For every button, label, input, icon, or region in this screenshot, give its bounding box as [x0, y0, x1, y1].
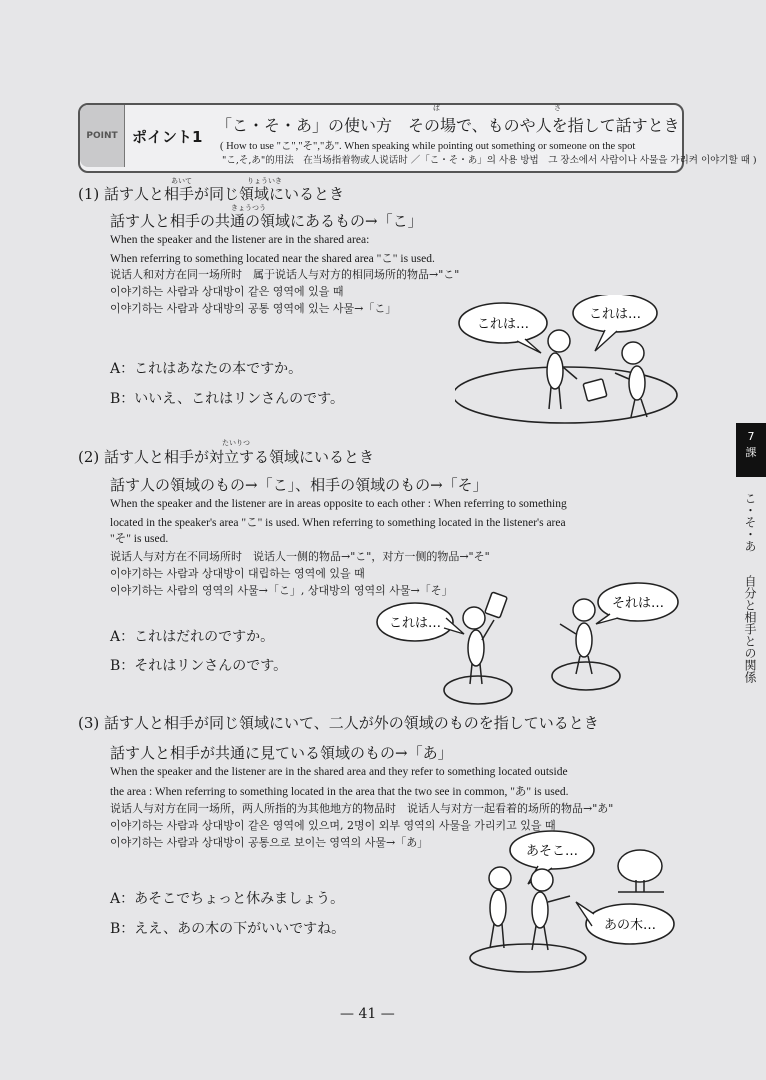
- s1-chinese: 说话人和对方在同一场所时 属于说话人与对方的相同场所的物品→"こ": [110, 268, 460, 281]
- s3-chinese: 说话人与对方在同一场所，两人所指的为其他地方的物品时 说话人与对方一起看着的场所的物品→"あ": [110, 802, 614, 815]
- s1-english-1: When the speaker and the listener are in the shared area:: [110, 234, 370, 246]
- s3-heading: (3) 話す人と相手が同じ領域にいて、二人が外の領域のものを指しているとき: [78, 714, 599, 732]
- s1-bubble-1: これは…: [476, 317, 530, 332]
- s3-english-2: the area : When referring to something located in the area that the two see in common, "あ" is used.: [110, 786, 569, 798]
- s3-dialogue-b: B：ええ、あの木の下がいいですね。: [110, 921, 346, 937]
- s1-heading: (1) 話す人と相手が同じ領域にいるとき: [78, 185, 345, 203]
- s2-dialogue-b: B：それはリンさんのです。: [110, 658, 288, 674]
- chapter-tab-kanji: 課: [745, 446, 757, 459]
- point-furigana-sa: さ: [554, 104, 561, 112]
- s1-furigana-aite: あいて: [171, 177, 192, 185]
- s1-korean-1: 이야기하는 사람과 상대방이 같은 영역에 있을 때: [110, 285, 344, 298]
- s1-furigana-ryouiki: りょういき: [247, 177, 282, 185]
- s3-subheading: 話す人と相手が共通に見ている領域のもの→「あ」: [110, 744, 453, 762]
- s2-english-3: "そ" is used.: [110, 533, 169, 545]
- point-zh-ko: "こ,そ,あ"的用法 在当场指着物或人说话时 ／「こ・そ・あ」의 사용 방법 그 장소에서 사람이나 사물을 가리켜 이야기할 때 ): [222, 155, 757, 166]
- point-label: ポイント1: [132, 128, 203, 146]
- s1-korean-2: 이야기하는 사람과 상대방의 공통 영역에 있는 사물→「こ」: [110, 302, 397, 315]
- s1-bubble-2: これは…: [588, 307, 642, 322]
- side-vertical-kosoa: こ・そ・あ: [743, 492, 757, 552]
- s2-furigana-tairitsu: たいりつ: [222, 439, 250, 447]
- chapter-tab: [736, 423, 766, 477]
- point-english: ( How to use "こ","そ","あ". When speaking while pointing out something or someone on the spot: [220, 141, 636, 152]
- s2-heading: (2) 話す人と相手が対立する領域にいるとき: [78, 448, 375, 466]
- s3-bubble-1: あそこ…: [525, 844, 579, 859]
- s3-korean-1: 이야기하는 사람과 상대방이 같은 영역에 있으며, 2명이 외부 영역의 사물을 가리키고 있을 때: [110, 819, 556, 832]
- s3-bubble-2: あの木…: [603, 918, 657, 933]
- s1-dialogue-b: B：いいえ、これはリンさんのです。: [110, 391, 345, 407]
- point-furigana-ba: ば: [433, 104, 440, 112]
- s2-korean-1: 이야기하는 사람과 상대방이 대립하는 영역에 있을 때: [110, 567, 365, 580]
- point-title: 「こ・そ・あ」の使い方 その場で、ものや人を指して話すとき: [216, 116, 680, 135]
- s3-korean-2: 이야기하는 사람과 상대방이 공통으로 보이는 영역의 사물→「あ」: [110, 836, 429, 849]
- s2-english-2: located in the speaker's area "こ" is used. When referring to something located in the listener's area: [110, 517, 566, 529]
- chapter-tab-number: 7: [747, 430, 755, 443]
- s2-bubble-1: これは…: [388, 616, 442, 631]
- s3-dialogue-a: A：あそこでちょっと休みましょう。: [110, 891, 345, 907]
- s3-english-1: When the speaker and the listener are in the shared area and they refer to something located outside: [110, 766, 568, 778]
- s1-subheading: 話す人と相手の共通の領域にあるもの→「こ」: [110, 212, 423, 230]
- s1-dialogue-a: A：これはあなたの本ですか。: [110, 361, 303, 377]
- s1-sub-furigana: きょうつう: [231, 204, 266, 212]
- page-number: — 41 —: [340, 1006, 395, 1022]
- s2-korean-2: 이야기하는 사람의 영역의 사물→「こ」, 상대방의 영역의 사물→「そ」: [110, 584, 453, 597]
- s2-chinese: 说话人与对方在不同场所时 说话人一侧的物品→"こ"，对方一侧的物品→"そ": [110, 550, 490, 563]
- point-tag: POINT: [80, 105, 125, 167]
- s2-dialogue-a: A：これはだれのですか。: [110, 629, 275, 645]
- s1-english-2: When referring to something located near the shared area "こ" is used.: [110, 253, 435, 265]
- s2-illustration: [370, 580, 680, 708]
- s2-bubble-2: それは…: [611, 596, 665, 611]
- s1-illustration: [455, 295, 685, 430]
- s2-english-1: When the speaker and the listener are in areas opposite to each other : When referring to something: [110, 498, 567, 510]
- s2-subheading: 話す人の領域のもの→「こ」、相手の領域のもの→「そ」: [110, 476, 488, 494]
- side-vertical-relation: 自分と相手との関係: [743, 575, 757, 683]
- s3-illustration: [468, 826, 680, 976]
